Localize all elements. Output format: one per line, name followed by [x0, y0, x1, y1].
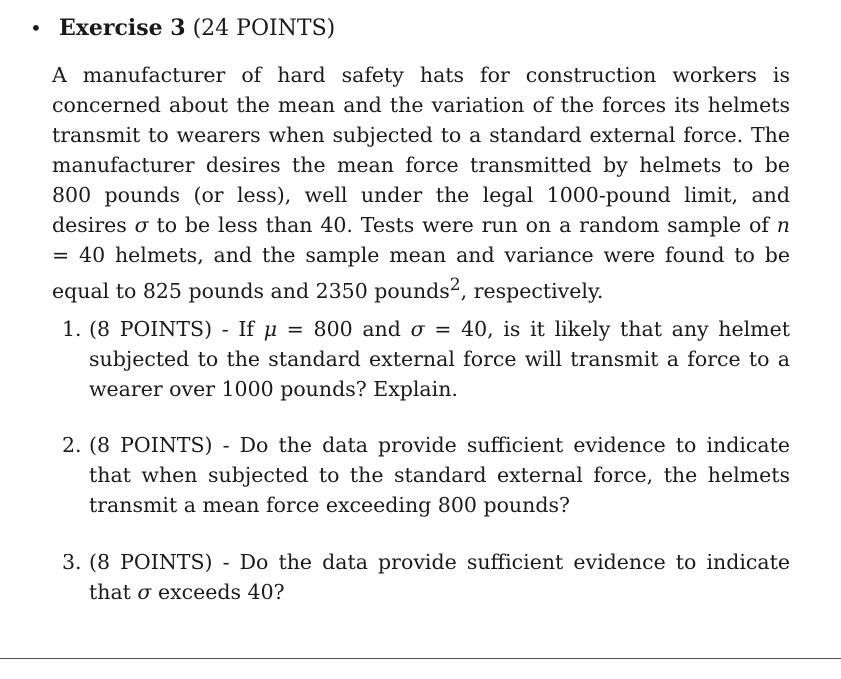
intro-text-2: to be less than 40. Tests were run on a random sample of	[148, 213, 777, 237]
sigma-symbol: σ	[137, 580, 152, 604]
question-text: (8 POINTS) - Do the data provide sufficient evidence to indicate that when subjected to the standard external force, the helmets transmit a mean force exceeding 800 pounds?	[89, 433, 790, 517]
question-number: 2.	[62, 433, 82, 457]
sigma-symbol: σ	[410, 317, 425, 341]
question-1-text-a: (8 POINTS) - If	[89, 317, 264, 341]
bullet-icon: •	[30, 16, 42, 40]
sigma-symbol: σ	[134, 213, 149, 237]
exercise-intro-paragraph	[52, 60, 790, 306]
intro-text-3: = 40 helmets, and the sample mean and variance were found to be equal to 825 pounds and 2350 pounds	[52, 243, 790, 303]
question-3-text-a: (8 POINTS) - Do the data provide sufficient evidence to indicate that	[89, 550, 790, 604]
question-1-text-b: = 800 and	[277, 317, 411, 341]
question-text	[89, 547, 790, 607]
question-item	[52, 547, 790, 607]
exercise-points: (24 POINTS)	[192, 16, 336, 41]
question-item	[52, 430, 790, 520]
intro-text-4: , respectively.	[460, 278, 604, 303]
n-symbol: n	[776, 213, 790, 237]
superscript-two: 2	[449, 275, 461, 295]
footer-divider	[0, 658, 841, 659]
question-number: 1.	[62, 317, 82, 341]
mu-symbol: μ	[263, 317, 278, 341]
exercise-title: Exercise 3	[59, 15, 186, 41]
question-number: 3.	[62, 550, 82, 574]
question-3-text-b: exceeds 40?	[151, 580, 285, 604]
question-text	[89, 314, 790, 404]
exercise-heading	[30, 14, 335, 43]
intro-text-1: A manufacturer of hard safety hats for construction workers is concerned about the mean and the variation of the forces its helmets transmit to wearers when subjected to a standard external force. The manufacturer desires the mean force transmitted by helmets to be 800 pounds (or less), well under the legal 1000-pound limit, and desires	[52, 63, 790, 237]
question-item	[52, 314, 790, 404]
question-1-text-c: = 40, is it likely that any helmet subjected to the standard external force will transmit a force to a wearer over 1000 pounds? Explain.	[89, 317, 790, 401]
